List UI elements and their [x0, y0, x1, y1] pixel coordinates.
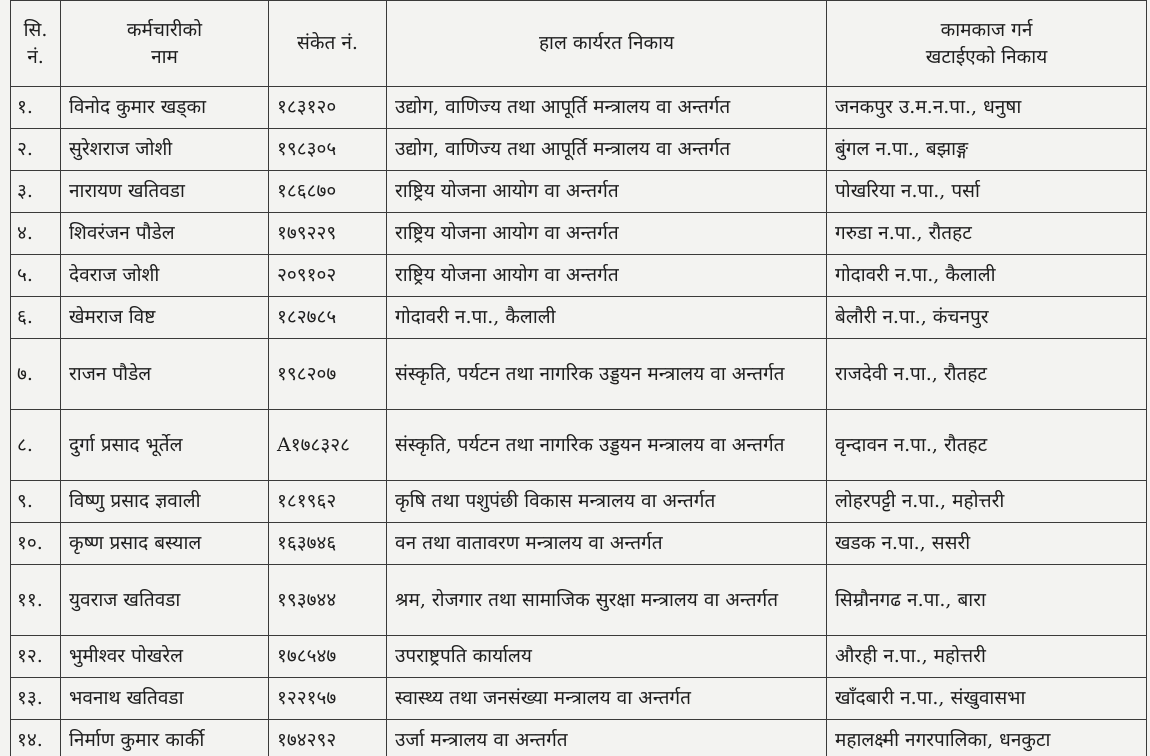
cell-serial-number: ३.	[11, 171, 61, 213]
cell-employee-name: राजन पौडेल	[61, 339, 269, 410]
cell-serial-number: ९.	[11, 481, 61, 523]
cell-assigned-office: खाँदबारी न.पा., संखुवासभा	[827, 678, 1147, 720]
cell-employee-name: युवराज खतिवडा	[61, 565, 269, 636]
cell-employee-name: भवनाथ खतिवडा	[61, 678, 269, 720]
table-row	[11, 636, 1147, 678]
cell-current-office: उद्योग, वाणिज्य तथा आपूर्ति मन्त्रालय वा अन्तर्गत	[387, 87, 827, 129]
cell-assigned-office: सिम्रौनगढ न.पा., बारा	[827, 565, 1147, 636]
header-assigned-office: कामकाज गर्न खटाईएको निकाय	[827, 1, 1147, 87]
cell-serial-number: ६.	[11, 297, 61, 339]
cell-current-office: संस्कृति, पर्यटन तथा नागरिक उड्डयन मन्त्रालय वा अन्तर्गत	[387, 339, 827, 410]
cell-serial-number: १४.	[11, 720, 61, 756]
cell-employee-name: विनोद कुमार खड्का	[61, 87, 269, 129]
cell-employee-name: निर्माण कुमार कार्की	[61, 720, 269, 756]
cell-code-number: २०९१०२	[269, 255, 387, 297]
header-serial-number: सि. नं.	[11, 1, 61, 87]
cell-code-number: १६३७४६	[269, 523, 387, 565]
header-row	[11, 1, 1147, 87]
cell-serial-number: ४.	[11, 213, 61, 255]
cell-code-number: १७४२९२	[269, 720, 387, 756]
cell-current-office: उद्योग, वाणिज्य तथा आपूर्ति मन्त्रालय वा अन्तर्गत	[387, 129, 827, 171]
cell-code-number: १८१९६२	[269, 481, 387, 523]
cell-assigned-office: औरही न.पा., महोत्तरी	[827, 636, 1147, 678]
cell-assigned-office: बुंगल न.पा., बझाङ्ग	[827, 129, 1147, 171]
cell-current-office: वन तथा वातावरण मन्त्रालय वा अन्तर्गत	[387, 523, 827, 565]
cell-assigned-office: महालक्ष्मी नगरपालिका, धनकुटा	[827, 720, 1147, 756]
table-row	[11, 339, 1147, 410]
cell-current-office: राष्ट्रिय योजना आयोग वा अन्तर्गत	[387, 171, 827, 213]
cell-code-number: A१७८३२८	[269, 410, 387, 481]
table-row	[11, 171, 1147, 213]
table-row	[11, 297, 1147, 339]
cell-assigned-office: वृन्दावन न.पा., रौतहट	[827, 410, 1147, 481]
cell-assigned-office: गोदावरी न.पा., कैलाली	[827, 255, 1147, 297]
header-employee-name: कर्मचारीको नाम	[61, 1, 269, 87]
cell-employee-name: भुमीश्वर पोखरेल	[61, 636, 269, 678]
cell-employee-name: कृष्ण प्रसाद बस्याल	[61, 523, 269, 565]
cell-current-office: गोदावरी न.पा., कैलाली	[387, 297, 827, 339]
cell-assigned-office: जनकपुर उ.म.न.पा., धनुषा	[827, 87, 1147, 129]
cell-serial-number: ५.	[11, 255, 61, 297]
table-row	[11, 720, 1147, 756]
cell-assigned-office: बेलौरी न.पा., कंचनपुर	[827, 297, 1147, 339]
cell-serial-number: २.	[11, 129, 61, 171]
cell-employee-name: सुरेशराज जोशी	[61, 129, 269, 171]
cell-code-number: १८३१२०	[269, 87, 387, 129]
cell-assigned-office: गरुडा न.पा., रौतहट	[827, 213, 1147, 255]
cell-serial-number: १२.	[11, 636, 61, 678]
table-row	[11, 410, 1147, 481]
cell-code-number: १८६८७०	[269, 171, 387, 213]
table-row	[11, 129, 1147, 171]
table-row	[11, 678, 1147, 720]
cell-employee-name: शिवरंजन पौडेल	[61, 213, 269, 255]
cell-current-office: श्रम, रोजगार तथा सामाजिक सुरक्षा मन्त्रालय वा अन्तर्गत	[387, 565, 827, 636]
cell-assigned-office: लोहरपट्टी न.पा., महोत्तरी	[827, 481, 1147, 523]
cell-serial-number: १३.	[11, 678, 61, 720]
cell-current-office: राष्ट्रिय योजना आयोग वा अन्तर्गत	[387, 255, 827, 297]
cell-current-office: स्वास्थ्य तथा जनसंख्या मन्त्रालय वा अन्तर्गत	[387, 678, 827, 720]
cell-serial-number: १.	[11, 87, 61, 129]
cell-assigned-office: पोखरिया न.पा., पर्सा	[827, 171, 1147, 213]
header-current-office: हाल कार्यरत निकाय	[387, 1, 827, 87]
table-row	[11, 255, 1147, 297]
cell-employee-name: देवराज जोशी	[61, 255, 269, 297]
staff-assignment-table	[10, 0, 1147, 756]
cell-code-number: १७९२२९	[269, 213, 387, 255]
cell-serial-number: ७.	[11, 339, 61, 410]
cell-code-number: १९३७४४	[269, 565, 387, 636]
cell-current-office: कृषि तथा पशुपंछी विकास मन्त्रालय वा अन्तर्गत	[387, 481, 827, 523]
cell-serial-number: ८.	[11, 410, 61, 481]
cell-code-number: १७८५४७	[269, 636, 387, 678]
table-row	[11, 213, 1147, 255]
table-row	[11, 565, 1147, 636]
cell-employee-name: दुर्गा प्रसाद भूर्तेल	[61, 410, 269, 481]
cell-employee-name: विष्णु प्रसाद ज्ञवाली	[61, 481, 269, 523]
cell-employee-name: नारायण खतिवडा	[61, 171, 269, 213]
cell-current-office: राष्ट्रिय योजना आयोग वा अन्तर्गत	[387, 213, 827, 255]
cell-serial-number: १०.	[11, 523, 61, 565]
table-row	[11, 481, 1147, 523]
table-header	[11, 1, 1147, 87]
cell-assigned-office: राजदेवी न.पा., रौतहट	[827, 339, 1147, 410]
table-row	[11, 87, 1147, 129]
cell-current-office: उर्जा मन्त्रालय वा अन्तर्गत	[387, 720, 827, 756]
table-row	[11, 523, 1147, 565]
cell-code-number: १९८२०७	[269, 339, 387, 410]
cell-current-office: उपराष्ट्रपति कार्यालय	[387, 636, 827, 678]
cell-code-number: १२२१५७	[269, 678, 387, 720]
cell-code-number: १८२७८५	[269, 297, 387, 339]
table-body	[11, 87, 1147, 756]
cell-serial-number: ११.	[11, 565, 61, 636]
header-code-number: संकेत नं.	[269, 1, 387, 87]
cell-code-number: १९८३०५	[269, 129, 387, 171]
cell-current-office: संस्कृति, पर्यटन तथा नागरिक उड्डयन मन्त्रालय वा अन्तर्गत	[387, 410, 827, 481]
cell-assigned-office: खडक न.पा., ससरी	[827, 523, 1147, 565]
cell-employee-name: खेमराज विष्ट	[61, 297, 269, 339]
